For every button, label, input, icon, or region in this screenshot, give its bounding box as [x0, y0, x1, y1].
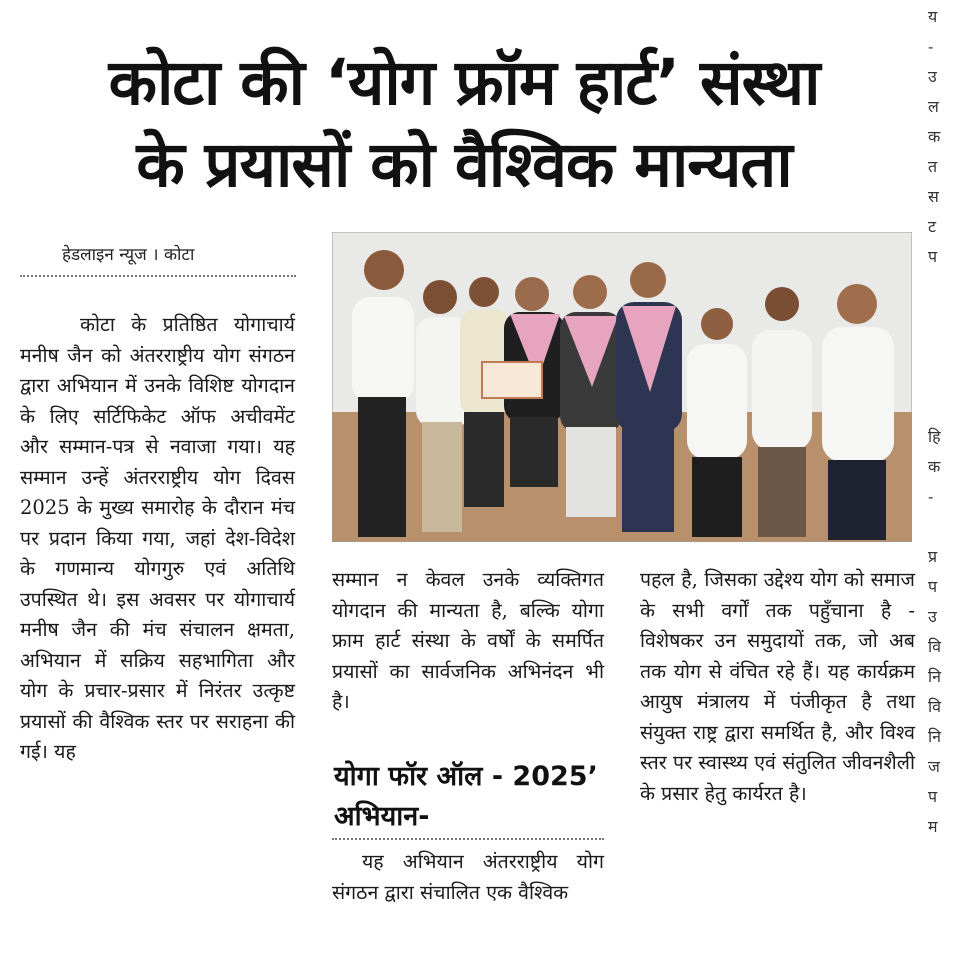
fragment: ट [928, 217, 937, 236]
fragment: ज [928, 757, 940, 776]
fragment: वि [928, 697, 942, 716]
fragment: उ [928, 607, 937, 626]
byline: हेडलाइन न्यूज । कोटा [62, 245, 195, 265]
event-photo [332, 232, 912, 542]
fragment: प्र [928, 547, 938, 566]
article-column-3 [640, 565, 915, 809]
headline [14, 42, 914, 206]
fragment: हि [928, 427, 941, 446]
fragment: - [928, 487, 934, 506]
fragment: क [928, 457, 941, 476]
certificate [482, 362, 542, 398]
adjacent-column-fragments [928, 0, 953, 978]
article-column-1 [20, 310, 295, 768]
article-column-2-continued [332, 847, 604, 908]
column-2-text: सम्मान न केवल उनके व्यक्तिगत योगदान की मान्यता है, बल्कि योगा फ्राम हार्ट संस्था के वर्षों के समर्पित प्रयासों का सार्वजनिक अभिनंदन भी है। [332, 568, 604, 713]
fragment: म [928, 817, 938, 836]
fragment: प [928, 787, 938, 806]
fragment: प [928, 577, 938, 596]
column-3-text: पहल है, जिसका उद्देश्य योग को समाज के सभी वर्गों तक पहुँचाना है - विशेषकर उन समुदायों तक, जो अब तक योग से वंचित रहे हैं। यह कार्यक्रम आयुष मंत्रालय में पंजीकृत है तथा संयुक्त राष्ट्र द्वारा समर्थित है, और विश्व स्तर पर स्वास्थ्य एवं संतुलित जीवनशैली के प्रसार हेतु कार्यरत है। [640, 568, 915, 805]
fragment: उ [928, 67, 937, 86]
fragment: त [928, 157, 938, 176]
subheading-divider [332, 838, 604, 840]
column-1-text: कोटा के प्रतिष्ठित योगाचार्य मनीष जैन को अंतरराष्ट्रीय योग संगठन द्वारा अभियान में उनके विशिष्ट योगदान के लिए सर्टिफिकेट ऑफ अचीवमेंट और सम्मान-पत्र से नवाजा गया। यह सम्मान उन्हें अंतरराष्ट्रीय योग दिवस 2025 के मुख्य समारोह के दौरान मंच पर प्रदान किया गया, जहां देश-विदेश के गणमान्य योगगुरु एवं अतिथि उपस्थित थे। इस अवसर पर योगाचार्य मनीष जैन की मंच संचालन क्षमता, अभियान में सक्रिय सहभागिता और योग के प्रचार-प्रसार में निरंतर उत्कृष्ट प्रयासों की वैश्विक स्तर पर सराहना की गई। यह [20, 313, 295, 763]
headline-line-1: कोटा की ‘योग फ्रॉम हार्ट’ संस्था [108, 46, 820, 119]
fragment: नि [928, 667, 942, 686]
fragment: नि [928, 727, 942, 746]
subheading: योगा फॉर ऑल - 2025’ अभियान- [334, 761, 598, 832]
article-column-2 [332, 565, 604, 718]
fragment: - [928, 37, 934, 56]
fragment: ल [928, 97, 939, 116]
headline-line-2: के प्रयासों को वैश्विक मान्यता [136, 128, 792, 201]
fragment: स [928, 187, 939, 206]
byline-divider [20, 275, 296, 277]
fragment: प [928, 247, 938, 266]
column-2b-text: यह अभियान अंतरराष्ट्रीय योग संगठन द्वारा संचालित एक वैश्विक [332, 850, 604, 904]
fragment: क [928, 127, 941, 146]
fragment: य [928, 7, 938, 26]
fragment: वि [928, 637, 942, 656]
